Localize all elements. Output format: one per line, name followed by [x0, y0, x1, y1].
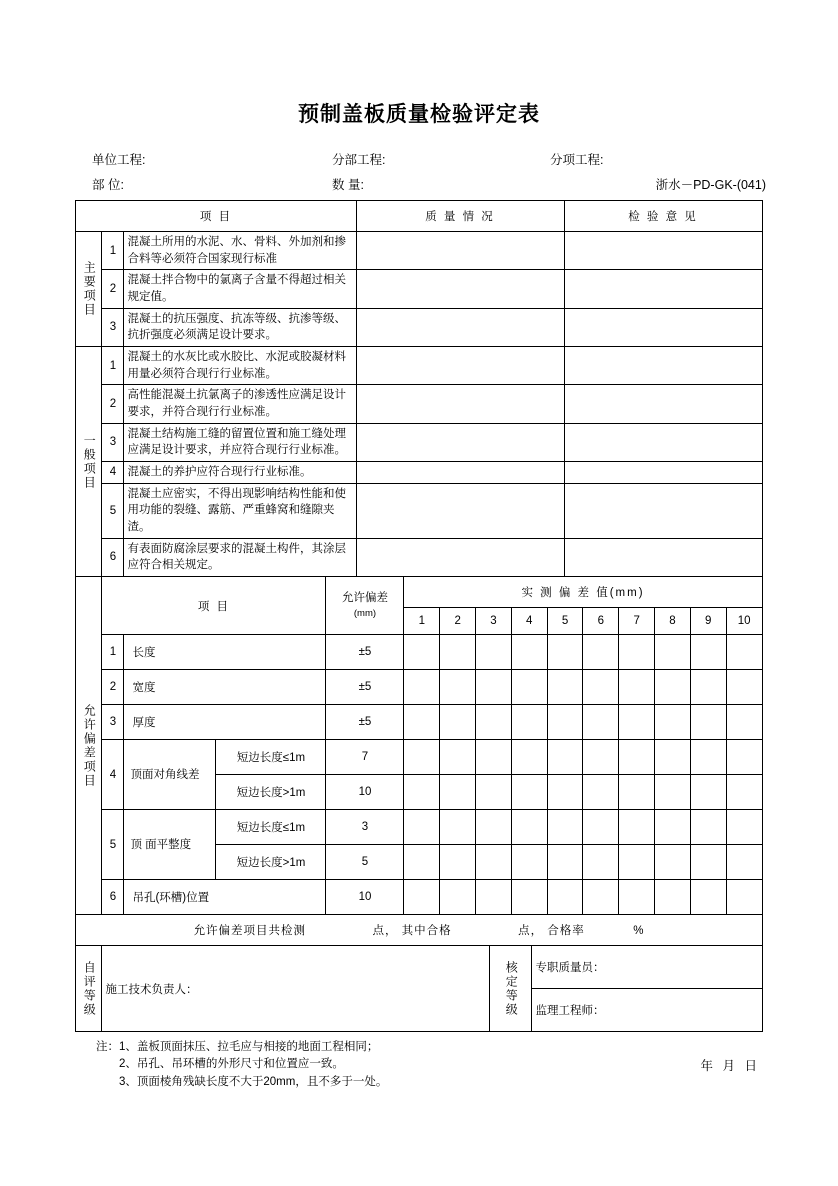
measure-cell[interactable] [404, 740, 440, 775]
measure-cell[interactable] [655, 740, 691, 775]
table-row [76, 462, 762, 484]
measure-cell[interactable] [511, 740, 547, 775]
measure-cell[interactable] [476, 880, 512, 915]
signature-date: 年 月 日 [700, 1059, 760, 1074]
measure-cell[interactable] [655, 635, 691, 670]
quality-input-cell[interactable] [356, 308, 564, 346]
quality-input-cell[interactable] [356, 538, 564, 576]
measure-col-8: 8 [655, 608, 691, 635]
quality-input-cell[interactable] [356, 347, 564, 385]
allowable-value: 7 [326, 740, 404, 775]
deviation-table [75, 576, 762, 915]
measure-cell[interactable] [583, 670, 619, 705]
measure-cell[interactable] [511, 775, 547, 810]
deviation-item-name: 吊孔(环槽)位置 [124, 880, 326, 915]
measure-cell[interactable] [476, 740, 512, 775]
measure-cell[interactable] [690, 880, 726, 915]
summary-text-4: % [633, 925, 645, 938]
measure-cell[interactable] [440, 635, 476, 670]
verify-rating-label: 核定等级 [504, 960, 519, 1017]
measure-cell[interactable] [404, 880, 440, 915]
col-header-measured: 实 测 偏 差 值(mm) [404, 577, 762, 608]
measure-cell[interactable] [619, 810, 655, 845]
measure-cell[interactable] [547, 775, 583, 810]
measure-cell[interactable] [547, 810, 583, 845]
deviation-sub-condition: 短边长度≤1m [216, 740, 326, 775]
measure-cell[interactable] [404, 705, 440, 740]
opinion-input-cell[interactable] [564, 232, 762, 270]
unit-project-label: 单位工程: [92, 153, 146, 167]
section-label-deviation-items [76, 577, 102, 915]
summary-text-2: 点， 其中合格 [372, 925, 452, 938]
section-label-general-items [76, 347, 102, 577]
col-header-allowable [326, 577, 404, 635]
measure-cell[interactable] [655, 705, 691, 740]
measure-cell[interactable] [726, 635, 762, 670]
subitem-project-label: 分项工程: [550, 153, 604, 167]
measure-cell[interactable] [726, 880, 762, 915]
summary-text-1: 允许偏差项目共检测 [193, 925, 307, 938]
table-row [76, 670, 762, 705]
measure-cell[interactable] [690, 635, 726, 670]
header-fields [0, 150, 838, 193]
measure-cell[interactable] [440, 880, 476, 915]
row-number: 5 [102, 810, 124, 880]
deviation-header-row [76, 577, 762, 608]
notes-block [0, 1039, 838, 1091]
row-number: 1 [102, 635, 124, 670]
opinion-input-cell[interactable] [564, 270, 762, 308]
section-label-main-items-text: 主要项目 [82, 261, 97, 318]
note-line-1: 1、盖板顶面抹压、拉毛应与相接的地面工程相同； [119, 1041, 379, 1054]
tech-leader-label: 施工技术负责人： [105, 983, 198, 996]
col-header-item: 项 目 [76, 201, 356, 232]
table-row [76, 635, 762, 670]
notes-lines [119, 1039, 387, 1091]
quality-officer-signature-cell[interactable] [532, 946, 762, 989]
quality-input-cell[interactable] [356, 385, 564, 423]
page-title: 预制盖板质量检验评定表 [298, 103, 540, 126]
row-number: 2 [102, 385, 124, 423]
measure-cell[interactable] [511, 635, 547, 670]
measure-cell[interactable] [726, 670, 762, 705]
item-description: 混凝土所用的水泥、水、骨料、外加剂和掺合料等必须符合国家现行标准 [124, 232, 356, 270]
quality-input-cell[interactable] [356, 483, 564, 538]
measure-cell[interactable] [726, 740, 762, 775]
measure-cell[interactable] [440, 670, 476, 705]
table-row [76, 270, 762, 308]
deviation-item-name: 顶面对角线差 [124, 740, 216, 810]
item-description: 混凝土的抗压强度、抗冻等级、抗渗等级、抗折强度必须满足设计要求。 [124, 308, 356, 346]
measure-cell[interactable] [511, 810, 547, 845]
measure-cell[interactable] [547, 845, 583, 880]
measure-cell[interactable] [547, 635, 583, 670]
table-row [76, 810, 762, 845]
table-row [76, 347, 762, 385]
position-label: 部 位: [92, 178, 124, 192]
item-description: 混凝土的养护应符合现行行业标准。 [124, 462, 356, 484]
division-project-label: 分部工程: [332, 153, 386, 167]
opinion-input-cell[interactable] [564, 347, 762, 385]
item-description: 混凝土的水灰比或水胶比、水泥或胶凝材料用量必须符合现行行业标准。 [124, 347, 356, 385]
deviation-sub-condition: 短边长度>1m [216, 845, 326, 880]
allowable-value: 10 [326, 880, 404, 915]
quality-input-cell[interactable] [356, 232, 564, 270]
measure-cell[interactable] [690, 740, 726, 775]
measure-cell[interactable] [655, 670, 691, 705]
notes-label: 注： [96, 1041, 119, 1054]
opinion-input-cell[interactable] [564, 308, 762, 346]
item-description: 混凝土结构施工缝的留置位置和施工缝处理应满足设计要求，并应符合现行行业标准。 [124, 423, 356, 461]
measure-cell[interactable] [726, 845, 762, 880]
measure-cell[interactable] [440, 740, 476, 775]
opinion-input-cell[interactable] [564, 538, 762, 576]
measure-cell[interactable] [404, 845, 440, 880]
summary-text-3: 点， 合格率 [518, 925, 585, 938]
row-number: 2 [102, 270, 124, 308]
measure-cell[interactable] [511, 705, 547, 740]
allowable-value: ±5 [326, 670, 404, 705]
item-description: 混凝土拌合物中的氯离子含量不得超过相关规定值。 [124, 270, 356, 308]
row-number: 3 [102, 423, 124, 461]
allowable-value: ±5 [326, 705, 404, 740]
note-line-3: 3、顶面棱角残缺长度不大于20mm，且不多于一处。 [119, 1075, 388, 1088]
section-label-general-items-text: 一般项目 [82, 433, 97, 490]
note-line-2: 2、吊孔、吊环槽的外形尺寸和位置应一致。 [119, 1058, 344, 1071]
measure-cell[interactable] [404, 775, 440, 810]
measure-cell[interactable] [726, 775, 762, 810]
deviation-item-name: 长度 [124, 635, 326, 670]
col-header-deviation-item: 项 目 [102, 577, 326, 635]
measure-col-6: 6 [583, 608, 619, 635]
header-row-1 [92, 150, 766, 168]
table-row [76, 880, 762, 915]
measure-cell[interactable] [476, 775, 512, 810]
measure-cell[interactable] [619, 635, 655, 670]
measure-cell[interactable] [511, 670, 547, 705]
measure-cell[interactable] [619, 880, 655, 915]
measure-cell[interactable] [547, 740, 583, 775]
quality-input-cell[interactable] [356, 462, 564, 484]
measure-cell[interactable] [690, 810, 726, 845]
row-number: 5 [102, 483, 124, 538]
item-description: 混凝土应密实，不得出现影响结构性能和使用功能的裂缝、露筋、严重蜂窝和缝隙夹渣。 [124, 483, 356, 538]
allowable-value: 10 [326, 775, 404, 810]
row-number: 2 [102, 670, 124, 705]
measure-cell[interactable] [655, 880, 691, 915]
measure-cell[interactable] [619, 845, 655, 880]
measure-col-4: 4 [511, 608, 547, 635]
allowable-value: ±5 [326, 635, 404, 670]
section-label-deviation-items-text: 允许偏差项目 [82, 703, 97, 788]
opinion-input-cell[interactable] [564, 462, 762, 484]
measure-cell[interactable] [690, 775, 726, 810]
measure-cell[interactable] [655, 845, 691, 880]
quality-input-cell[interactable] [356, 270, 564, 308]
tech-leader-signature-cell[interactable] [102, 946, 490, 1032]
measure-cell[interactable] [726, 810, 762, 845]
measure-cell[interactable] [583, 845, 619, 880]
measure-cell[interactable] [476, 845, 512, 880]
quality-input-cell[interactable] [356, 423, 564, 461]
measure-cell[interactable] [476, 705, 512, 740]
signature-row [76, 946, 762, 989]
measure-cell[interactable] [690, 705, 726, 740]
measure-cell[interactable] [404, 635, 440, 670]
deviation-sub-condition: 短边长度≤1m [216, 810, 326, 845]
measure-col-9: 9 [690, 608, 726, 635]
allowable-value: 3 [326, 810, 404, 845]
measure-cell[interactable] [619, 705, 655, 740]
measure-cell[interactable] [583, 635, 619, 670]
measure-col-10: 10 [726, 608, 762, 635]
measure-cell[interactable] [726, 705, 762, 740]
summary-line [76, 915, 762, 946]
measure-cell[interactable] [476, 635, 512, 670]
table-row [76, 385, 762, 423]
allowable-text: 允许偏差 [341, 592, 388, 605]
measure-cell[interactable] [440, 705, 476, 740]
item-description: 高性能混凝土抗氯离子的渗透性应满足设计要求，并符合现行行业标准。 [124, 385, 356, 423]
inspection-items-table [75, 200, 762, 577]
table-row [76, 705, 762, 740]
col-header-quality: 质 量 情 况 [356, 201, 564, 232]
measure-col-3: 3 [476, 608, 512, 635]
measure-cell[interactable] [690, 845, 726, 880]
measure-cell[interactable] [583, 880, 619, 915]
allowable-unit: (mm) [353, 607, 377, 619]
measure-cell[interactable] [440, 775, 476, 810]
section-label-main-items [76, 232, 102, 347]
measure-cell[interactable] [583, 705, 619, 740]
deviation-sub-condition: 短边长度>1m [216, 775, 326, 810]
summary-signature-table [75, 914, 762, 1032]
measure-cell[interactable] [655, 775, 691, 810]
measure-cell[interactable] [476, 670, 512, 705]
opinion-input-cell[interactable] [564, 385, 762, 423]
measure-cell[interactable] [547, 670, 583, 705]
quality-officer-label: 专职质量员： [535, 962, 605, 975]
deviation-item-name: 厚度 [124, 705, 326, 740]
row-number: 6 [102, 538, 124, 576]
item-description: 有表面防腐涂层要求的混凝土构件，其涂层应符合相关规定。 [124, 538, 356, 576]
row-number: 6 [102, 880, 124, 915]
measure-cell[interactable] [404, 670, 440, 705]
supervisor-label: 监理工程师： [535, 1005, 605, 1018]
table-row [76, 308, 762, 346]
measure-cell[interactable] [619, 670, 655, 705]
self-rating-label: 自评等级 [82, 960, 97, 1017]
measure-cell[interactable] [547, 705, 583, 740]
opinion-input-cell[interactable] [564, 483, 762, 538]
form-code: 浙水－PD-GK-(041) [655, 178, 766, 192]
row-number: 4 [102, 740, 124, 810]
table-header-row [76, 201, 762, 232]
measure-cell[interactable] [404, 810, 440, 845]
table-row [76, 423, 762, 461]
self-rating-label-cell [76, 946, 102, 1032]
measure-cell[interactable] [583, 810, 619, 845]
deviation-item-name: 顶 面平整度 [124, 810, 216, 880]
supervisor-signature-cell[interactable] [532, 989, 762, 1032]
measure-cell[interactable] [619, 740, 655, 775]
measure-cell[interactable] [476, 810, 512, 845]
measure-cell[interactable] [690, 670, 726, 705]
measure-cell[interactable] [440, 845, 476, 880]
allowable-value: 5 [326, 845, 404, 880]
measure-col-5: 5 [547, 608, 583, 635]
table-row [76, 538, 762, 576]
measure-cell[interactable] [619, 775, 655, 810]
table-row [76, 232, 762, 270]
measure-col-2: 2 [440, 608, 476, 635]
measure-cell[interactable] [547, 880, 583, 915]
measure-cell[interactable] [655, 810, 691, 845]
row-number: 1 [102, 347, 124, 385]
row-number: 1 [102, 232, 124, 270]
measure-col-7: 7 [619, 608, 655, 635]
opinion-input-cell[interactable] [564, 423, 762, 461]
measure-cell[interactable] [583, 775, 619, 810]
table-row [76, 740, 762, 775]
table-row [76, 483, 762, 538]
col-header-opinion: 检 验 意 见 [564, 201, 762, 232]
row-number: 3 [102, 308, 124, 346]
quantity-label: 数 量: [332, 178, 364, 192]
header-row-2 [92, 175, 766, 193]
verify-rating-label-cell [490, 946, 532, 1032]
summary-row [76, 915, 762, 946]
deviation-item-name: 宽度 [124, 670, 326, 705]
row-number: 3 [102, 705, 124, 740]
row-number: 4 [102, 462, 124, 484]
measure-cell[interactable] [511, 880, 547, 915]
measure-cell[interactable] [583, 740, 619, 775]
measure-col-1: 1 [404, 608, 440, 635]
measure-cell[interactable] [440, 810, 476, 845]
measure-cell[interactable] [511, 845, 547, 880]
